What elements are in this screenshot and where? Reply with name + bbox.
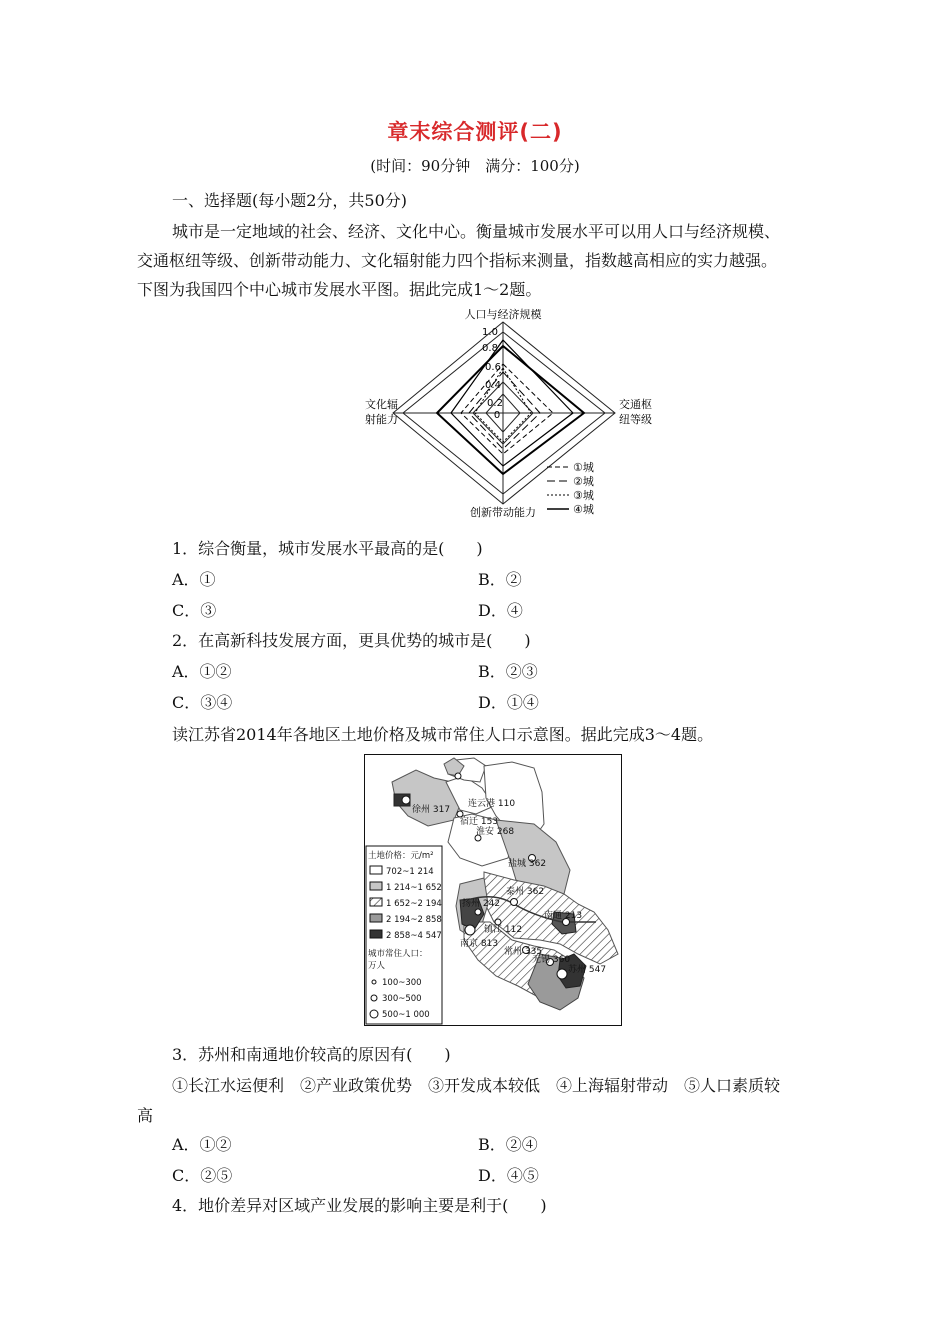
question-3-stem: 3．苏州和南通地价较高的原因有( ) bbox=[172, 1045, 451, 1064]
city-development-radar-chart bbox=[355, 302, 655, 522]
q1-option-a: A．① bbox=[172, 570, 216, 589]
tick-label: 0 bbox=[493, 410, 501, 421]
legend-label: 2 858~4 547 bbox=[386, 931, 442, 941]
tick-label: 1.0 bbox=[482, 327, 498, 338]
city-label: 扬州 242 bbox=[462, 899, 501, 909]
legend-label: 702~1 214 bbox=[386, 867, 434, 877]
legend-label: 1 652~2 194 bbox=[386, 899, 442, 909]
q3-option-c: C．②⑤ bbox=[172, 1166, 233, 1185]
tick-label: 0.4 bbox=[485, 380, 501, 391]
intro-paragraph-2: 读江苏省2014年各地区土地价格及城市常住人口示意图。据此完成3～4题。 bbox=[172, 725, 714, 744]
exam-info: (时间：90分钟 满分：100分) bbox=[370, 157, 580, 175]
question-1-stem: 1．综合衡量，城市发展水平最高的是( ) bbox=[172, 539, 483, 558]
q3-option-d: D．④⑤ bbox=[478, 1166, 539, 1185]
radar-legend bbox=[547, 461, 594, 516]
axis-label-left-2: 射能力 bbox=[365, 413, 398, 426]
tick-label: 0.2 bbox=[487, 398, 503, 409]
legend-title: 土地价格：元/m² bbox=[368, 851, 434, 861]
axis-label-top: 人口与经济规模 bbox=[464, 308, 542, 321]
series-city-4 bbox=[437, 346, 584, 474]
city-label: 连云港 110 bbox=[468, 799, 516, 809]
city-label: 南京 813 bbox=[460, 939, 499, 949]
jiangsu-land-price-map bbox=[364, 754, 622, 1026]
q2-option-d: D．①④ bbox=[478, 693, 539, 712]
city-label: 无锡 360 bbox=[532, 955, 571, 965]
legend-label: 500~1 000 bbox=[382, 1010, 430, 1020]
q3-statement-line: ①长江水运便利 ②产业政策优势 ③开发成本较低 ④上海辐射带动 ⑤人口素质较 bbox=[172, 1076, 781, 1095]
map-legend bbox=[366, 846, 442, 1024]
legend-label: 2 194~2 858 bbox=[386, 915, 442, 925]
legend-label: 100~300 bbox=[382, 978, 422, 988]
tick-label: 0.8 bbox=[482, 343, 498, 354]
city-label: 南通 213 bbox=[544, 911, 583, 921]
city-label: 宿迁 153 bbox=[460, 817, 499, 827]
axis-label-right-2: 纽等级 bbox=[619, 413, 652, 426]
page-title: 章末综合测评(二) bbox=[387, 120, 563, 144]
axis-label-left-1: 文化辐 bbox=[365, 398, 398, 411]
legend-subtitle: 万人 bbox=[368, 961, 386, 971]
q3-option-a: A．①② bbox=[172, 1135, 232, 1154]
city-label: 常州 335 bbox=[504, 947, 543, 957]
city-label: 淮安 268 bbox=[476, 827, 515, 837]
city-label: 镇江 112 bbox=[484, 925, 523, 935]
axis-label-right-1: 交通枢 bbox=[619, 398, 652, 411]
q1-option-c: C．③ bbox=[172, 601, 217, 620]
question-4-stem: 4．地价差异对区域产业发展的影响主要是利于( ) bbox=[172, 1196, 547, 1215]
q2-option-c: C．③④ bbox=[172, 693, 233, 712]
section-heading: 一、选择题(每小题2分，共50分) bbox=[172, 191, 408, 210]
intro-paragraph-line: 交通枢纽等级、创新带动能力、文化辐射能力四个指标来测量，指数越高相应的实力越强。 bbox=[137, 251, 778, 270]
legend-subtitle: 城市常住人口： bbox=[368, 949, 428, 959]
axis-label-bottom: 创新带动能力 bbox=[470, 506, 536, 519]
legend-label: ②城 bbox=[573, 475, 594, 488]
legend-label: ③城 bbox=[573, 489, 594, 502]
city-label: 徐州 317 bbox=[412, 805, 451, 815]
intro-paragraph-line: 下图为我国四个中心城市发展水平图。据此完成1～2题。 bbox=[137, 280, 542, 299]
q2-option-b: B．②③ bbox=[478, 662, 538, 681]
city-label: 泰州 362 bbox=[506, 887, 545, 897]
q1-option-b: B．② bbox=[478, 570, 522, 589]
q2-option-a: A．①② bbox=[172, 662, 232, 681]
tick-label: 0.6 bbox=[485, 362, 501, 373]
legend-label: 300~500 bbox=[382, 994, 422, 1004]
legend-label: 1 214~1 652 bbox=[386, 883, 442, 893]
city-label: 苏州 547 bbox=[568, 965, 607, 975]
q3-statement-line: 高 bbox=[137, 1106, 154, 1125]
legend-label: ①城 bbox=[573, 461, 594, 474]
intro-paragraph-line: 城市是一定地域的社会、经济、文化中心。衡量城市发展水平可以用人口与经济规模、 bbox=[172, 222, 781, 241]
q1-option-d: D．④ bbox=[478, 601, 523, 620]
legend-label: ④城 bbox=[573, 503, 594, 516]
q3-option-b: B．②④ bbox=[478, 1135, 538, 1154]
city-label: 盐城 362 bbox=[508, 859, 547, 869]
question-2-stem: 2．在高新科技发展方面，更具优势的城市是( ) bbox=[172, 631, 531, 650]
